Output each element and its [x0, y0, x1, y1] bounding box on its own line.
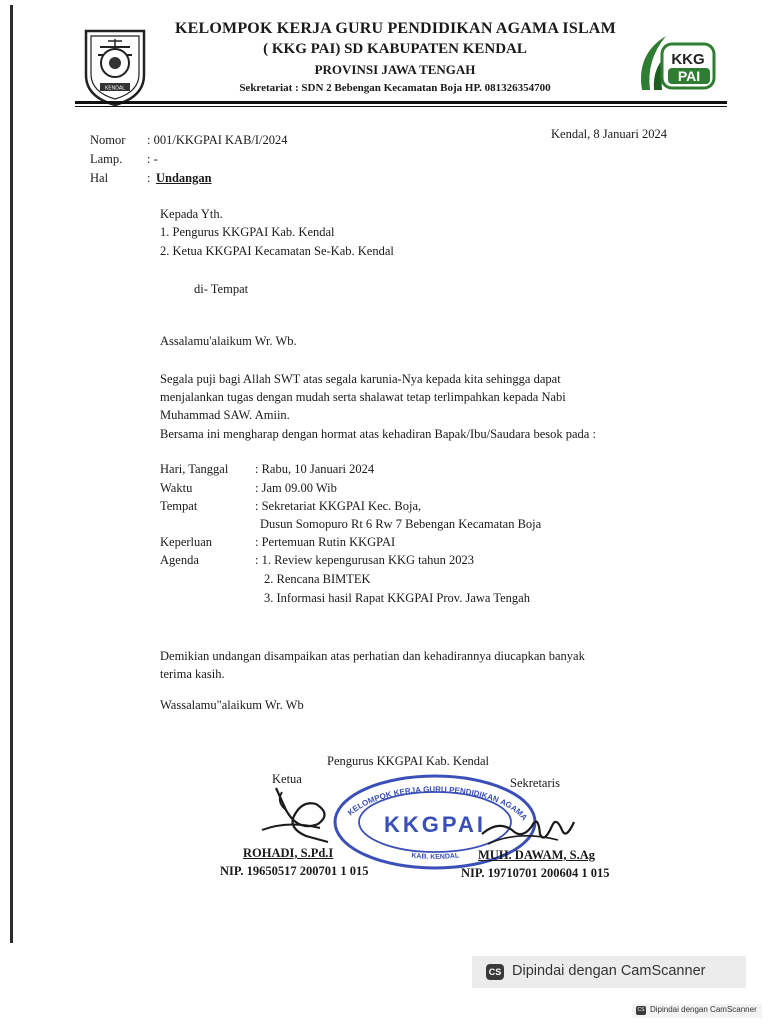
lamp-value: : -: [147, 152, 158, 166]
signer-left-nip: NIP. 19650517 200701 1 015: [220, 864, 369, 878]
stamp-center-text: KKGPAI: [384, 812, 486, 837]
body-paragraph-1-line: menjalankan tugas dengan mudah serta shalawat tetap terlimpahkan kepada Nabi: [160, 390, 566, 404]
recipient-item: 2. Ketua KKGPAI Kecamatan Se-Kab. Kendal: [160, 244, 394, 258]
signature-left-handwriting: [258, 780, 368, 850]
logo-text-kkg: KKG: [671, 51, 705, 68]
camscanner-watermark-banner: [472, 956, 746, 988]
closing-line: terima kasih.: [160, 667, 225, 681]
camscanner-text: Dipindai dengan CamScanner: [512, 963, 706, 979]
letterhead-title: KELOMPOK KERJA GURU PENDIDIKAN AGAMA ISLAM: [175, 20, 616, 37]
nomor-label: Nomor: [90, 133, 126, 147]
recipient-greeting: Kepada Yth.: [160, 207, 223, 221]
stamp-ring-top-text: KELOMPOK KERJA GURU PENDIDIKAN AGAMA: [345, 784, 530, 823]
detail-value: : Pertemuan Rutin KKGPAI: [255, 535, 396, 549]
recipient-location: di- Tempat: [194, 282, 249, 296]
letterhead-address: Sekretariat : SDN 2 Bebengan Kecamatan Boja HP. 081326354700: [239, 82, 551, 94]
place-date: Kendal, 8 Januari 2024: [551, 127, 667, 141]
detail-value: : 1. Review kepengurusan KKG tahun 2023: [255, 553, 475, 567]
detail-value: Dusun Somopuro Rt 6 Rw 7 Bebengan Kecamatan Boja: [260, 517, 542, 531]
camscanner-small-icon: CS: [637, 1007, 645, 1013]
opening-salam: Assalamu'alaikum Wr. Wb.: [160, 334, 297, 348]
logo-text-pai: PAI: [677, 68, 701, 84]
seal-caption: KENDAL: [104, 85, 126, 92]
signature-right-handwriting: [478, 800, 578, 852]
closing-line: Demikian undangan disampaikan atas perhatian dan kehadirannya diucapkan banyak: [160, 649, 585, 663]
body-paragraph-1-line: Segala puji bagi Allah SWT atas segala karunia-Nya kepada kita sehingga dapat: [160, 372, 561, 386]
agenda-item: 2. Rencana BIMTEK: [264, 572, 371, 586]
signer-left-name: ROHADI, S.Pd.I: [243, 846, 334, 860]
detail-value: : Rabu, 10 Januari 2024: [255, 462, 375, 476]
hal-label: Hal: [90, 171, 109, 185]
letterhead-subtitle: ( KKG PAI) SD KABUPATEN KENDAL: [263, 41, 527, 57]
hal-colon: :: [147, 171, 151, 185]
detail-label: Keperluan: [160, 535, 213, 549]
body-paragraph-1-line: Muhammad SAW. Amiin.: [160, 408, 290, 422]
camscanner-footer-text: Dipindai dengan CamScanner: [650, 1005, 757, 1014]
detail-value: : Jam 09.00 Wib: [255, 481, 337, 495]
kendal-regency-seal-icon: [80, 25, 150, 107]
recipient-item: 1. Pengurus KKGPAI Kab. Kendal: [160, 225, 335, 239]
nomor-value: : 001/KKGPAI KAB/I/2024: [147, 133, 288, 147]
letterhead-province: PROVINSI JAWA TENGAH: [314, 62, 476, 77]
signer-right-name: MUH. DAWAM, S.Ag: [478, 848, 596, 862]
signer-right-nip: NIP. 19710701 200604 1 015: [461, 866, 610, 880]
signature-title-right: Sekretaris: [510, 776, 560, 790]
body-paragraph-1: [160, 370, 696, 424]
detail-label: Hari, Tanggal: [160, 462, 229, 476]
lamp-label: Lamp.: [90, 152, 123, 166]
signature-organization: Pengurus KKGPAI Kab. Kendal: [327, 754, 490, 768]
detail-label: Waktu: [160, 481, 193, 495]
scan-edge-shadow: [10, 5, 13, 943]
detail-value: : Sekretariat KKGPAI Kec. Boja,: [255, 499, 422, 513]
stamp-ring-bottom-text: KAB. KENDAL: [410, 852, 460, 861]
camscanner-icon: CS: [486, 964, 504, 980]
signature-title-left: Ketua: [272, 772, 302, 786]
letterhead-rule-thin: [75, 106, 727, 107]
kkg-pai-logo: [632, 32, 718, 94]
detail-label: Tempat: [160, 499, 198, 513]
hal-value: Undangan: [156, 171, 212, 185]
closing-salam: Wassalamu"alaikum Wr. Wb: [160, 698, 304, 712]
body-paragraph-2: Bersama ini mengharap dengan hormat atas kehadiran Bapak/Ibu/Saudara besok pada :: [160, 427, 596, 441]
agenda-item: 3. Informasi hasil Rapat KKGPAI Prov. Jawa Tengah: [264, 591, 530, 605]
detail-label: Agenda: [160, 553, 199, 567]
letterhead-rule-thick: [75, 101, 727, 104]
camscanner-footer: [632, 1004, 762, 1018]
closing-paragraph: [160, 647, 696, 683]
svg-text:KAB. KENDAL: [411, 852, 460, 861]
